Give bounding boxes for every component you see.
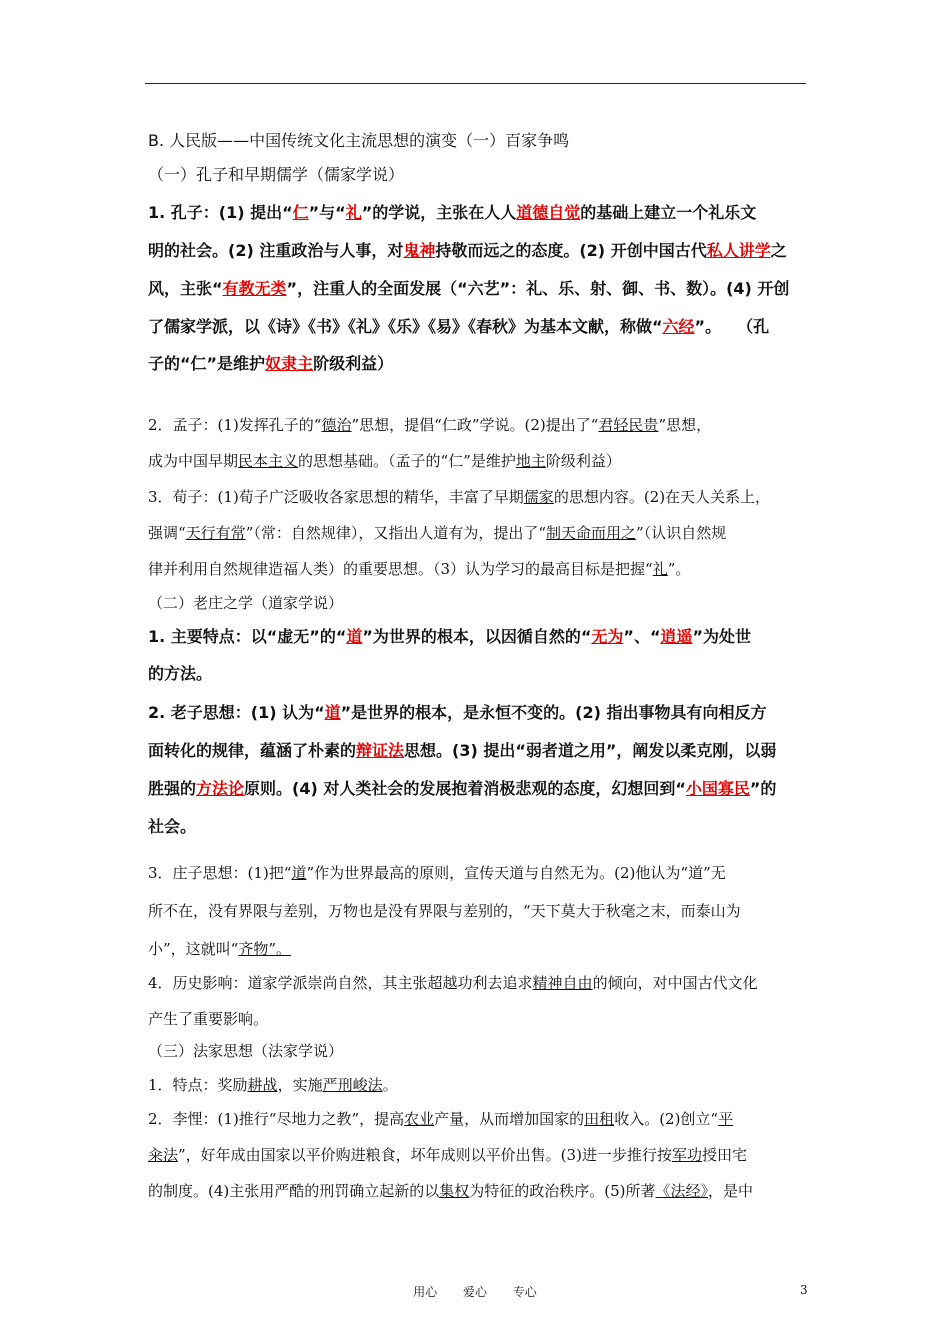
s1-p3-line3: 律并利用自然规律造福人类）的重要思想。（3）认为学习的最高目标是把握“礼”。: [148, 560, 691, 578]
s1-p1-line5: 子的“仁”是维护奴隶主阶级利益）: [148, 354, 394, 373]
s3-p2-line3: 的制度。(4)主张用严酷的刑罚确立起新的以集权为特征的政治秩序。(5)所著《法经》，是中: [148, 1182, 754, 1200]
s1-p1-line1: 1. 孔子：(1) 提出“仁”与“礼”的学说，主张在人人道德自觉的基础上建立一个礼乐文: [148, 203, 757, 222]
s3-p1-line1: 1．特点：奖励耕战，实施严刑峻法。: [148, 1076, 398, 1094]
s2-p3-line3: 小”，这就叫“齐物”。: [148, 940, 292, 958]
s1-p3-line2: 强调“天行有常”（常：自然规律），又指出人道有为，提出了“制天命而用之”（认识自然规: [148, 524, 727, 542]
s2-p3-line2: 所不在，没有界限与差别，万物也是没有界限与差别的，“天下莫大于秋毫之末，而泰山为: [148, 902, 741, 920]
header-rule: [145, 83, 806, 84]
doc-title: B. 人民版——中国传统文化主流思想的演变（一）百家争鸣: [148, 131, 570, 150]
s3-p2-line1: 2．李悝：(1)推行“尽地力之教”，提高农业产量，从而增加国家的田租收入。(2)创立“平: [148, 1110, 734, 1128]
s1-p2-line1: 2．孟子：(1)发挥孔子的“德治”思想，提倡“仁政”学说。(2)提出了“君轻民贵”思想，: [148, 416, 712, 434]
s2-p2-line4: 社会。: [148, 817, 197, 836]
s1-p1-line2: 明的社会。(2) 注重政治与人事，对鬼神持敬而远之的态度。(2) 开创中国古代私人讲学之: [148, 241, 787, 260]
section-1-heading: （一）孔子和早期儒学（儒家学说）: [148, 165, 405, 184]
section-3-heading: （三）法家思想（法家学说）: [148, 1042, 344, 1060]
s2-p2-line1: 2. 老子思想：(1) 认为“道”是世界的根本，是永恒不变的。(2) 指出事物具有向相反方: [148, 703, 767, 722]
s2-p2-line2: 面转化的规律，蕴涵了朴素的辩证法思想。(3) 提出“弱者道之用”，阐发以柔克刚，以弱: [148, 741, 777, 760]
page-number: 3: [800, 1283, 808, 1297]
section-2-heading: （二）老庄之学（道家学说）: [148, 594, 344, 612]
s1-p3-line1: 3．荀子：(1)荀子广泛吸收各家思想的精华，丰富了早期儒家的思想内容。(2)在天人关系上，: [148, 488, 771, 506]
s2-p4-line1: 4．历史影响：道家学派崇尚自然，其主张超越功利去追求精神自由的倾向，对中国古代文化: [148, 974, 758, 992]
s1-p2-line2: 成为中国早期民本主义的思想基础。（孟子的“仁”是维护地主阶级利益）: [148, 452, 621, 470]
s2-p1-line2: 的方法。: [148, 664, 213, 683]
s3-p2-line2: 籴法”，好年成由国家以平价购进粮食，坏年成则以平价出售。(3)进一步推行按军功授田宅: [148, 1146, 747, 1164]
s2-p1-line1: 1. 主要特点：以“虚无”的“道”为世界的根本，以因循自然的“无为”、“逍遥”为处世: [148, 627, 752, 646]
s1-p1-line4: 了儒家学派，以《诗》《书》《礼》《乐》《易》《春秋》为基本文献，称做“六经”。 （孔: [148, 317, 770, 336]
page-footer: 用心 爱心 专心: [413, 1285, 537, 1299]
s2-p3-line1: 3．庄子思想：(1)把“道”作为世界最高的原则，宣传天道与自然无为。(2)他认为“道”无: [148, 864, 726, 882]
s2-p4-line2: 产生了重要影响。: [148, 1010, 269, 1028]
s2-p2-line3: 胜强的方法论原则。(4) 对人类社会的发展抱着消极悲观的态度，幻想回到“小国寡民”的: [148, 779, 777, 798]
s1-p1-line3: 风，主张“有教无类”，注重人的全面发展（“六艺”：礼、乐、射、御、书、数）。(4) 开创: [148, 279, 790, 298]
